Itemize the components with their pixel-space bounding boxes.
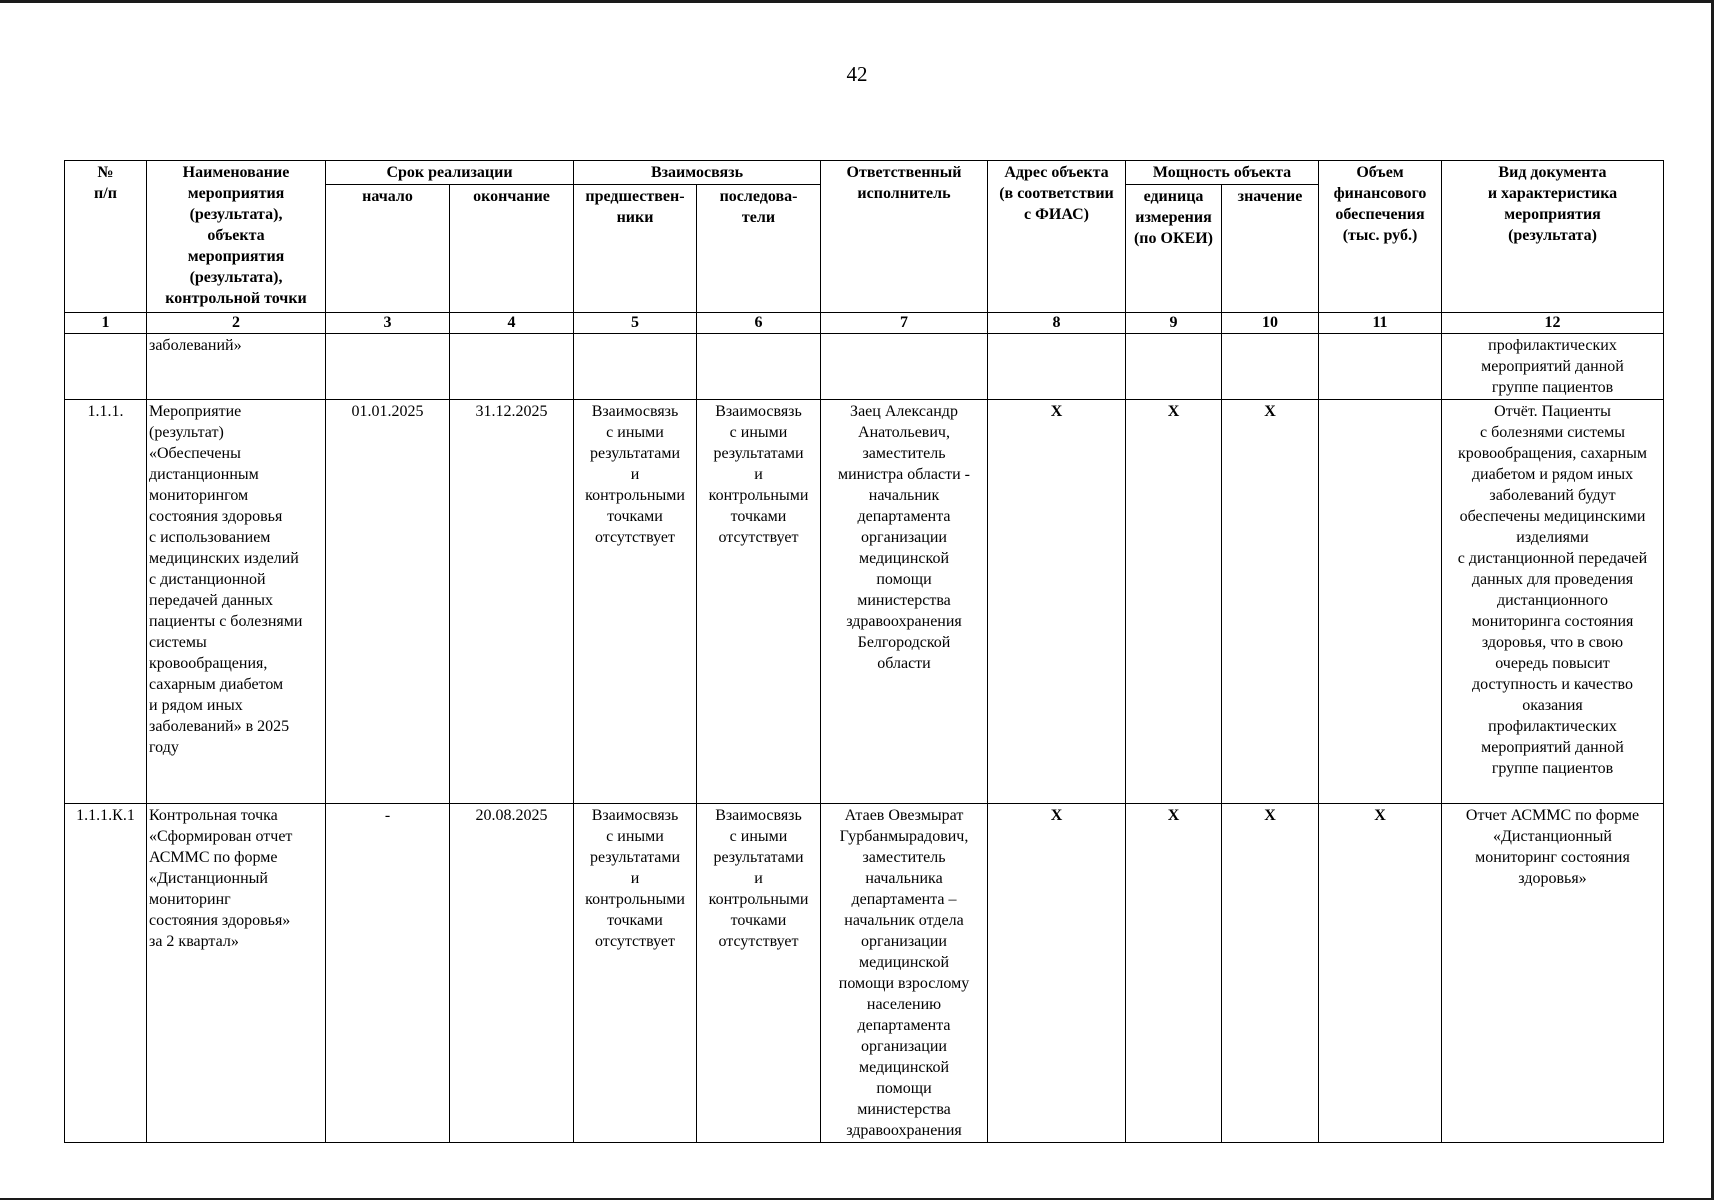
cell-empty <box>574 334 697 400</box>
header-power: Мощность объекта <box>1126 161 1319 185</box>
cell-successors: Взаимосвязь с иными результатами и контрольными точками отсутствует <box>697 400 821 804</box>
column-number: 12 <box>1442 313 1664 334</box>
column-number: 2 <box>147 313 326 334</box>
column-number: 7 <box>821 313 988 334</box>
cell-empty <box>1319 334 1442 400</box>
cell-empty <box>326 334 450 400</box>
cell-predecessors: Взаимосвязь с иными результатами и контрольными точками отсутствует <box>574 400 697 804</box>
header-name: Наименование мероприятия (результата), объекта мероприятия (результата), контрольной точки <box>147 161 326 313</box>
cell-empty <box>65 334 147 400</box>
header-row-1 <box>65 161 1664 185</box>
cell-empty <box>1126 334 1222 400</box>
table-row <box>65 400 1664 804</box>
plan-table <box>64 160 1664 1143</box>
cell-name: Мероприятие (результат) «Обеспечены дистанционным мониторингом состояния здоровья с использованием медицинских изделий с дистанционной передачей данных пациенты с болезнями системы кровообращения, сахарным диабетом и рядом иных заболеваний» в 2025 году <box>147 400 326 804</box>
header-link: Взаимосвязь <box>574 161 821 185</box>
header-period: Срок реализации <box>326 161 574 185</box>
cell-name: Контрольная точка «Сформирован отчет АСММС по форме «Дистанционный мониторинг состояния здоровья» за 2 квартал» <box>147 804 326 1143</box>
cell-unit: X <box>1126 804 1222 1143</box>
header-unit: единица измерения (по ОКЕИ) <box>1126 185 1222 313</box>
column-number: 10 <box>1222 313 1319 334</box>
header-number: № п/п <box>65 161 147 313</box>
cell-empty <box>821 334 988 400</box>
cell-empty <box>697 334 821 400</box>
cell-number: 1.1.1.К.1 <box>65 804 147 1143</box>
cell-finance: X <box>1319 804 1442 1143</box>
cell-empty <box>450 334 574 400</box>
cell-empty <box>1222 334 1319 400</box>
column-number: 8 <box>988 313 1126 334</box>
cell-responsible: Заец Александр Анатольевич, заместитель министра области - начальник департамента организации медицинской помощи министерства здравоохранения Белгородской области <box>821 400 988 804</box>
cell-unit: X <box>1126 400 1222 804</box>
header-document: Вид документа и характеристика мероприятия (результата) <box>1442 161 1664 313</box>
cell-value: X <box>1222 804 1319 1143</box>
header-finance: Объем финансового обеспечения (тыс. руб.) <box>1319 161 1442 313</box>
column-number: 3 <box>326 313 450 334</box>
cell-finance <box>1319 400 1442 804</box>
header-end: окончание <box>450 185 574 313</box>
column-number-row <box>65 313 1664 334</box>
cell-start: - <box>326 804 450 1143</box>
column-number: 6 <box>697 313 821 334</box>
cell-start: 01.01.2025 <box>326 400 450 804</box>
cell-document: Отчёт. Пациенты с болезнями системы кровообращения, сахарным диабетом и рядом иных заболеваний будут обеспечены медицинскими изделиями с дистанционной передачей данных для проведения дистанционного мониторинга состояния здоровья, что в свою очередь повысит доступность и качество оказания профилактических мероприятий данной группе пациентов <box>1442 400 1664 804</box>
cell-successors: Взаимосвязь с иными результатами и контрольными точками отсутствует <box>697 804 821 1143</box>
cell-number: 1.1.1. <box>65 400 147 804</box>
cell-value: X <box>1222 400 1319 804</box>
page-number: 42 <box>846 62 868 86</box>
header-predecessors: предшествен- ники <box>574 185 697 313</box>
header-value: значение <box>1222 185 1319 313</box>
cell-address: X <box>988 400 1126 804</box>
scan-edge-top <box>0 0 1714 3</box>
column-number: 9 <box>1126 313 1222 334</box>
cell-predecessors: Взаимосвязь с иными результатами и контрольными точками отсутствует <box>574 804 697 1143</box>
cell-document: профилактических мероприятий данной группе пациентов <box>1442 334 1664 400</box>
cell-address: X <box>988 804 1126 1143</box>
continuation-row <box>65 334 1664 400</box>
cell-responsible: Атаев Овезмырат Гурбанмырадович, заместитель начальника департамента – начальник отдела организации медицинской помощи взрослому населению департамента организации медицинской помощи министерства здравоохранения <box>821 804 988 1143</box>
header-start: начало <box>326 185 450 313</box>
cell-end: 20.08.2025 <box>450 804 574 1143</box>
column-number: 5 <box>574 313 697 334</box>
header-responsible: Ответственный исполнитель <box>821 161 988 313</box>
cell-name: заболеваний» <box>147 334 326 400</box>
table-row <box>65 804 1664 1143</box>
column-number: 1 <box>65 313 147 334</box>
column-number: 4 <box>450 313 574 334</box>
header-successors: последова- тели <box>697 185 821 313</box>
cell-end: 31.12.2025 <box>450 400 574 804</box>
column-number: 11 <box>1319 313 1442 334</box>
cell-document: Отчет АСММС по форме «Дистанционный мониторинг состояния здоровья» <box>1442 804 1664 1143</box>
header-address: Адрес объекта (в соответствии с ФИАС) <box>988 161 1126 313</box>
cell-empty <box>988 334 1126 400</box>
